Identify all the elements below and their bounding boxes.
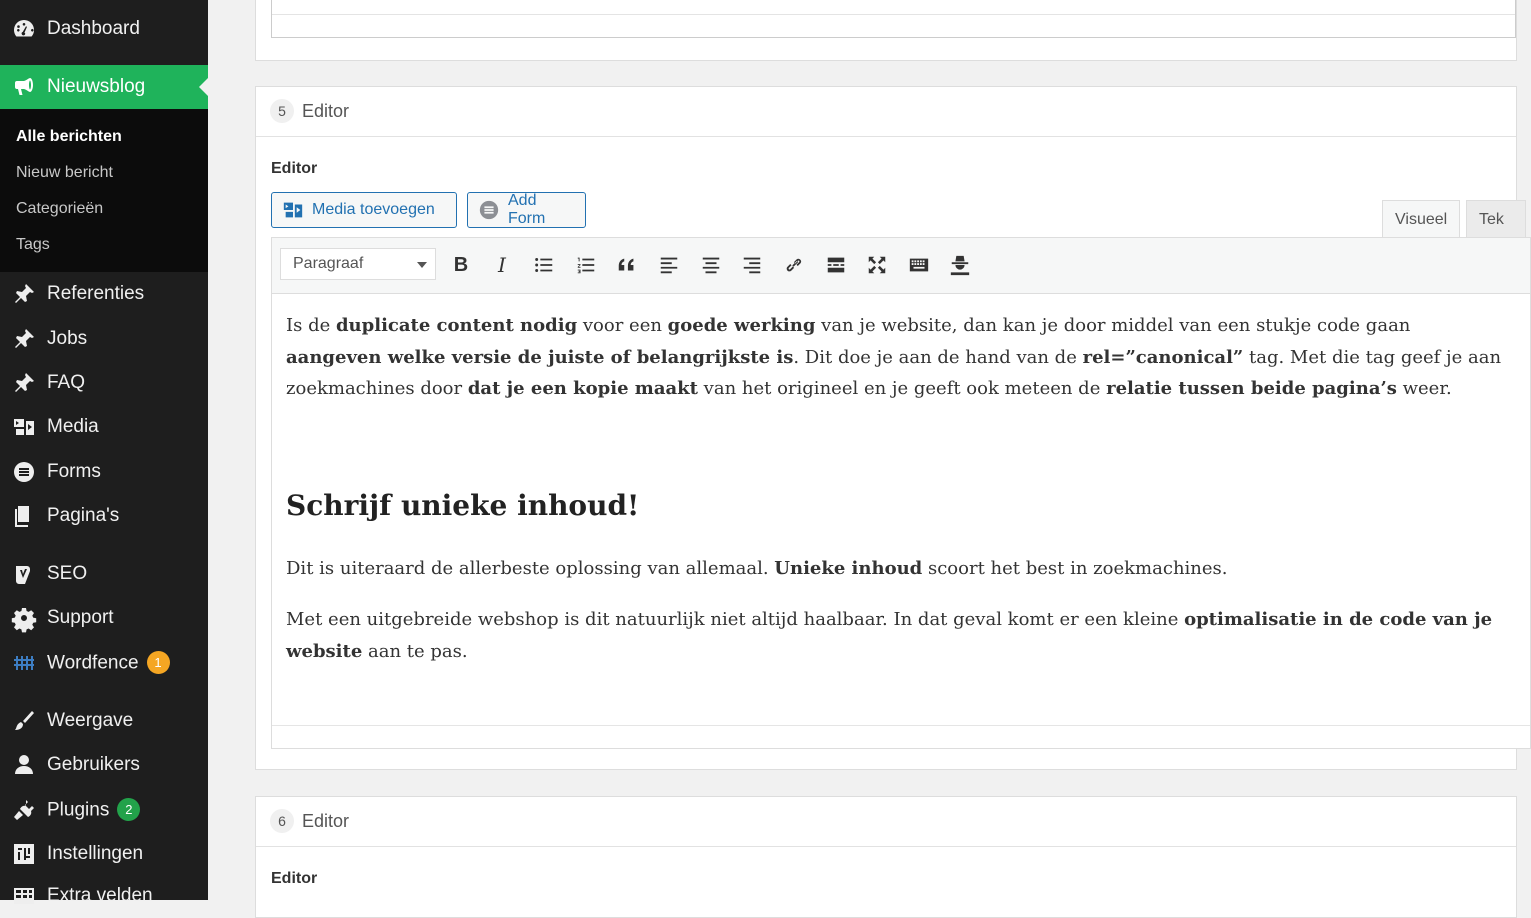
submenu-nieuw-bericht[interactable]: Nieuw bericht	[16, 164, 113, 181]
media-icon	[282, 199, 304, 221]
menu-label-text: Wordfence	[47, 652, 139, 674]
menu-label-text: Plugins	[47, 799, 110, 821]
editor-statusbar	[272, 725, 1530, 748]
bullet-list-icon	[533, 254, 555, 276]
toolbar-toggle-button[interactable]	[904, 250, 934, 280]
yoast-icon	[11, 561, 37, 587]
menu-label: Gebruikers	[47, 754, 140, 775]
text-run: tag. Met die tag geef je aan zoekmachines door	[286, 346, 1502, 399]
align-left-button[interactable]	[654, 250, 684, 280]
menu-faq[interactable]	[0, 361, 208, 405]
field-label: Editor	[271, 160, 318, 177]
previous-editor-box	[271, 0, 1516, 38]
menu-referenties[interactable]	[0, 272, 208, 316]
menu-support[interactable]	[0, 596, 208, 640]
panel-header[interactable]	[256, 797, 1516, 847]
forms-icon	[11, 459, 37, 485]
empty-paragraph	[286, 405, 1510, 489]
text-run: Met een uitgebreide webshop is dit natuurlijk niet altijd haalbaar. In dat geval komt er een kleine	[286, 609, 1185, 630]
link-icon	[783, 254, 805, 276]
tab-text[interactable]: Tek	[1466, 200, 1526, 238]
media-icon	[11, 414, 37, 440]
paragraph	[286, 604, 1510, 667]
spacer	[286, 522, 1510, 553]
menu-label: Jobs	[47, 328, 88, 349]
pages-icon	[11, 503, 37, 529]
read-more-button[interactable]	[821, 250, 851, 280]
forms-icon	[478, 199, 500, 221]
menu-label: Instellingen	[47, 843, 144, 864]
menu-wordfence[interactable]	[0, 641, 208, 685]
menu-plugins[interactable]	[0, 788, 208, 832]
wordfence-icon	[11, 650, 37, 676]
bold-text: relatie tussen beide pagina’s	[1106, 378, 1397, 399]
megaphone-icon	[11, 74, 37, 100]
menu-label: FAQ	[47, 372, 86, 393]
text-run: Is de	[286, 315, 336, 336]
editor-toolbar	[272, 238, 1530, 294]
submenu-tags[interactable]: Tags	[16, 236, 50, 253]
numbered-list-icon	[575, 254, 597, 276]
format-select[interactable]	[280, 248, 436, 280]
menu-label: Weergave	[47, 710, 134, 731]
bold-icon: B	[453, 253, 469, 276]
add-form-button[interactable]	[467, 192, 586, 228]
text-run: weer.	[1396, 378, 1452, 399]
add-form-label: Add Form	[508, 192, 546, 227]
menu-jobs[interactable]	[0, 317, 208, 361]
quote-icon	[616, 254, 638, 276]
bold-text: Unieke inhoud	[774, 557, 923, 579]
gear-icon	[11, 605, 37, 631]
menu-extra-velden[interactable]	[0, 874, 208, 918]
bold-text: optimalisatie in de code van je website	[286, 609, 1493, 662]
text-run: Dit is uiteraard de allerbeste oplossing van allemaal.	[286, 557, 775, 579]
text-run: scoort het best in zoekmachines.	[922, 557, 1228, 579]
bold-text: goede werking	[667, 315, 816, 336]
field-label: Editor	[271, 870, 318, 887]
editor-panel-5	[255, 86, 1517, 770]
panel-number: 5	[270, 99, 294, 123]
menu-label: Pagina's	[47, 505, 120, 526]
paragraph	[286, 553, 1510, 585]
bold-button[interactable]	[446, 250, 476, 280]
panel-header[interactable]	[256, 87, 1516, 137]
menu-label	[47, 652, 170, 675]
paragraph	[286, 310, 1510, 405]
text-run: voor een	[577, 315, 668, 336]
bold-text: duplicate content nodig	[335, 315, 578, 336]
incognito-button[interactable]	[945, 250, 975, 280]
text-run: van je website, dan kan je door middel van een stukje code gaan	[815, 315, 1411, 336]
menu-weergave[interactable]	[0, 699, 208, 743]
fullscreen-icon	[866, 254, 888, 276]
menu-label: Forms	[47, 461, 101, 482]
menu-media[interactable]	[0, 405, 208, 449]
menu-label: SEO	[47, 563, 88, 584]
submenu-categorieen[interactable]: Categorieën	[16, 200, 104, 217]
submenu-alle-berichten[interactable]: Alle berichten	[16, 128, 122, 145]
menu-label: Referenties	[47, 283, 145, 304]
brush-icon	[11, 708, 37, 734]
submenu-nieuwsblog	[0, 109, 208, 272]
menu-forms[interactable]	[0, 450, 208, 494]
menu-label	[47, 799, 140, 822]
panel-title: Editor	[302, 811, 350, 831]
editor-panel-6	[255, 796, 1517, 918]
rich-text-editor[interactable]	[271, 237, 1531, 749]
keyboard-icon	[908, 254, 930, 276]
panel-title: Editor	[302, 101, 350, 121]
previous-editor-panel	[255, 0, 1517, 61]
italic-button[interactable]	[487, 250, 517, 280]
menu-gebruikers[interactable]	[0, 743, 208, 787]
add-media-button[interactable]	[271, 192, 457, 228]
pin-icon	[11, 326, 37, 352]
bold-text: rel=”canonical”	[1082, 346, 1244, 368]
settings-icon	[11, 841, 37, 867]
bullet-list-button[interactable]	[529, 250, 559, 280]
panel-number: 6	[270, 809, 294, 833]
menu-instellingen[interactable]	[0, 832, 208, 876]
text-run: van het origineel en je geeft ook meteen de	[697, 378, 1107, 399]
align-center-icon	[700, 254, 722, 276]
bold-text: dat je een kopie maakt	[467, 378, 698, 399]
menu-dashboard[interactable]	[0, 7, 208, 51]
align-right-button[interactable]	[737, 250, 767, 280]
italic-icon: I	[498, 253, 506, 277]
menu-label: Support	[47, 607, 114, 628]
pin-icon	[11, 281, 37, 307]
fullscreen-button[interactable]	[862, 250, 892, 280]
spacer	[286, 584, 1510, 604]
text-run: . Dit doe je aan de hand van de	[793, 346, 1083, 368]
notification-badge: 2	[117, 798, 140, 821]
menu-nieuwsblog[interactable]	[0, 65, 208, 109]
menu-label: Extra velden	[47, 885, 153, 906]
blockquote-button[interactable]	[612, 250, 642, 280]
dashboard-icon	[11, 16, 37, 42]
bold-text: aangeven welke versie de juiste of belangrijkste is	[286, 346, 794, 368]
menu-paginas[interactable]	[0, 494, 208, 538]
plugin-icon	[11, 797, 37, 823]
admin-sidebar	[0, 0, 208, 906]
text-run: aan te pas.	[362, 640, 468, 662]
menu-label: Nieuwsblog	[47, 76, 146, 97]
numbered-list-button[interactable]	[571, 250, 601, 280]
user-icon	[11, 752, 37, 778]
format-select-value: Paragraaf	[293, 255, 364, 272]
align-center-button[interactable]	[696, 250, 726, 280]
notification-badge: 1	[147, 651, 170, 674]
incognito-icon	[949, 254, 971, 276]
chevron-down-icon	[417, 262, 427, 268]
add-media-label: Media toevoegen	[312, 201, 435, 218]
read-more-icon	[825, 254, 847, 276]
align-left-icon	[658, 254, 680, 276]
table-icon	[11, 883, 37, 909]
tab-visual[interactable]: Visueel	[1382, 200, 1460, 238]
align-right-icon	[741, 254, 763, 276]
divider	[272, 14, 1515, 15]
menu-seo[interactable]	[0, 552, 208, 596]
insert-link-button[interactable]	[779, 250, 809, 280]
menu-label: Dashboard	[47, 18, 140, 39]
menu-label: Media	[47, 416, 99, 437]
content-heading: Schrijf unieke inhoud!	[286, 488, 640, 522]
editor-content[interactable]	[286, 310, 1510, 667]
pin-icon	[11, 370, 37, 396]
